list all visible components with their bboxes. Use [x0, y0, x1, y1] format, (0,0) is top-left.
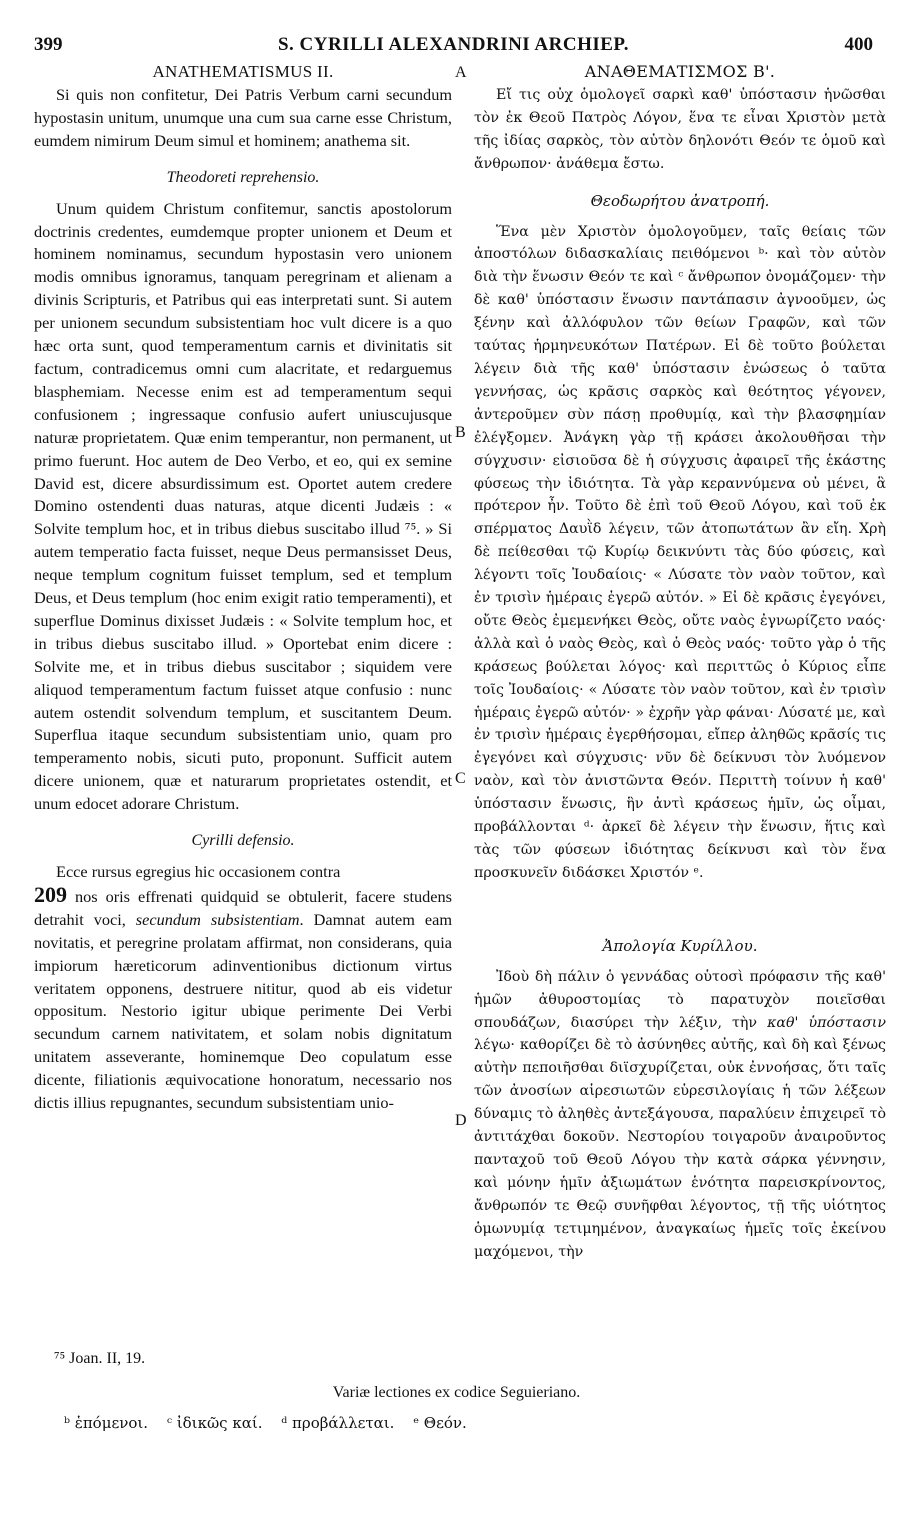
latin-body-2: [34, 861, 452, 1115]
latin-intro: Si quis non confitetur, Dei Patris Verbum carni secundum hypostasin unitum, unumque una cum sua carne esse Christum, eumdem nimirum Deum simul et hominem; anathema sit.: [34, 85, 452, 150]
latin-body-2-end: . Damnat autem eam novitatis, et peregrine prolatam affirmat, non considerans, quia impiorum hæreticorum adinventionibus dictionum virtus veritatem opponens, destruere nititur, quod ab eis videtur oppositum. Nestorio igitur ubique perimente Dei Verbi secundum carnem nativitatem, et solam nobis dignitatum unitatem asseverante, hominemque Deo copulatum esse dicente, filiationis æquivocatione honoratum, necessario nos dictis illius repugnantes, secundum subsistentiam unio-: [34, 909, 453, 1113]
margin-marker-a: A: [455, 64, 467, 81]
greek-body-1: Ἕνα μὲν Χριστὸν ὁμολογοῦμεν, ταῖς θείαις τῶν ἀποστόλων διδασκαλίαις πειθόμενοι ᵇ· καὶ τὸν αὐτὸν διὰ τὴν ἕνωσιν Θεόν τε καὶ ᶜ ἄνθρωπον ὀνομάζομεν· τὴν δὲ καθ' ὑπόστασιν ἕνωσιν παντάπασιν ἀγνοοῦμεν, ὡς ξένην καὶ ἀλλόφυλον τῶν θείων Γραφῶν, καὶ τῶν ταύτας ἡρμηνευκότων Πατέρων. Εἰ δὲ τοῦτο βούλεται λέγειν διὰ τῆς καθ' ὑπόστασιν ἐνώσεως ὁ ταῦτα γεννήσας, ὡς κρᾶσις σαρκὸς καὶ θεότητος γέγονεν, ἀντεροῦμεν σὺν πάσῃ προθυμίᾳ, καὶ τὴν βλασφημίαν ἐλέγξομεν. Ἀνάγκη γὰρ τῇ κράσει ἀκολουθῆσαι τὴν σύγχυσιν· εἰσιοῦσα δὲ ἡ σύγχυσις ἀφαιρεῖ τῆς ἑκάστης φύσεως τὴν ἰδιότητα. Τὰ γὰρ κεραννύμενα οὐ μένει, ἃ πρότερον ἦν. Τοῦτο δὲ ἐπὶ τοῦ Θεοῦ Λόγου, καὶ τοῦ ἐκ σπέρματος Δαυῒδ λέγειν, τῶν ἀτοπωτάτων ἂν εἴη. Χρὴ δὲ πείθεσθαι τῷ Κυρίῳ δεικνύντι τὰς δύο φύσεις, καὶ λέγοντι τοῖς Ἰουδαίοις· « Λύσατε τὸν ναὸν τοῦτον, καὶ ἐν τρισὶν ἡμέραις ἐγερῶ αὐτόν. » Εἰ δὲ κρᾶσις ἐγεγόνει, οὔτε Θεὸς ἐμεμενήκει Θεὸς, οὔτε ναὸς ἐγνωρίζετο ναός· ἀλλὰ καὶ ὁ ναὸς Θεὸς, καὶ ὁ Θεὸς ναός· τοῦτο γὰρ ὁ τῆς κράσεως βούλεται λόγος· καὶ περιττῶς ὁ Κύριος εἶπε τοῖς Ἰουδαίοις· « Λύσατε τὸν ναὸν τοῦτον, καὶ ἐν τρισὶν ἡμέραις ἐγερῶ αὐτόν· » ἐχρῆν γὰρ φάναι· Λύσατέ με, καὶ ἐν τρισὶν ἡμέραις ἐγερθήσομαι, εἴπερ ἀληθῶς κρᾶσίς τις ἐγεγόνει καὶ σύγχυσις· νῦν δὲ δείκνυσι τὸν λυόμενον ναὸν, καὶ τὸν ἀνιστῶντα Θεόν. Περιττὴ τοίνυν ἡ καθ' ὑπόστασιν ἕνωσις, ἣν ἀντὶ κράσεως ἡμῖν, ὡς οἶμαι, προβάλλονται ᵈ· ἀρκεῖ δὲ λέγειν τὴν ἕνωσιν, ἥτις καὶ τὰς τῶν φύσεων ἰδιότητας δείκνυσι καὶ τὸν ἕνα προσκυνεῖν διδάσκει Χριστόν ᵉ.: [474, 223, 886, 881]
column-number: 209: [34, 881, 67, 907]
greek-title: ΑΝΑΘΕΜΑΤΙΣΜΟΣ Β'.: [584, 62, 776, 81]
greek-italic-phrase: καθ' ὑπόστασιν: [767, 1014, 886, 1031]
latin-body-1: Unum quidem Christum confitemur, sanctis apostolorum doctrinis credentes, eumdemque propter unionem et Deum et hominem nominamus, secundum hypostasin vero unionem modis omnibus ignoramus, tanquam peregrinam et alienam a divinis Scripturis, et Patribus qui eas interpretati sunt. Si autem per unionem secundum subsistentiam hoc vult dicere is a quo hæc orta sunt, quod temperamentum carnis et divinitatis sit factum, contradicemus omni cum alacritate, et redarguemus blasphemiam. Necesse enim est ad temperamentum sequi confusionem ; ingressaque confusio aufert uniuscujusque naturæ proprietatem. Quæ enim temperantur, non permanent, ut primo fuerunt. Hoc autem de Deo Verbo, et eo, qui ex semine David est, dicere absurdissimum est. Oportet autem credere Domino ostendenti duas naturas, atque dicenti Judæis : « Solvite templum hoc, et in tribus diebus suscitabo illud ⁷⁵. » Si autem temperatio facta fuisset, neque Deus permansisset Deus, neque templum cognitum fuisset templum, sed et templum Deus, et Deus templum (hoc enim exigit ratio temperamenti), et superflue Dominus dixisset Judæis : « Solvite templum hoc, et in tribus diebus suscitabo illud. » Oportebat enim dicere : Solvite me, et in tribus diebus suscitabor ; siquidem vere aliquod temperamentum factum fuisset atque confusio : nunc autem ostendit solvendum templum, et suscitantem Deum. Superflua itaque secundum subsistentiam unio, quam pro temperamento nobis, sicuti puto, proponunt. Sufficit autem dicere unionem, quæ et naturarum proprietates ostendit, et unum edocet adorare Christum.: [34, 198, 452, 814]
variant-c: ᶜ ἰδικῶς καί.: [166, 1414, 263, 1432]
latin-title: ANATHEMATISMUS II.: [152, 62, 334, 81]
greek-column: [474, 60, 886, 1264]
greek-body-2: [474, 966, 886, 1264]
latin-body-2-rest: nos oris effrenati quidquid se obtulerit, facere studens detrahit voci,: [34, 886, 452, 929]
latin-section-heading-1: Theodoreti reprehensio.: [166, 168, 320, 186]
latin-section-heading-2: Cyrilli defensio.: [191, 832, 295, 850]
running-title: S. CYRILLI ALEXANDRINI ARCHIEP.: [277, 34, 630, 55]
greek-intro: Εἴ τις οὐχ ὁμολογεῖ σαρκὶ καθ' ὑπόστασιν ἡνῶσθαι τὸν ἐκ Θεοῦ Πατρὸς Λόγον, ἕνα τε εἶναι Χριστὸν μετὰ τῆς ἰδίας σαρκὸς, τὸν αὐτὸν δηλονότι Θεόν τε ὁμοῦ καὶ ἄνθρωπον· ἀνάθεμα ἔστω.: [474, 87, 886, 172]
variant-d: ᵈ προβάλλεται.: [281, 1414, 395, 1432]
greek-section-heading-2: Ἀπολογία Κυρίλλου.: [602, 936, 758, 955]
greek-section-heading-1: Θεοδωρήτου ἀνατροπή.: [590, 191, 770, 210]
column-gap: [474, 885, 886, 921]
page-number-left: 399: [34, 34, 63, 55]
page-number-right: 400: [844, 34, 873, 55]
margin-marker-b: B: [455, 424, 466, 441]
variants-heading: Variæ lectiones ex codice Seguieriano.: [332, 1384, 581, 1401]
variant-b: ᵇ ἑπόμενοι.: [64, 1414, 149, 1432]
greek-body-2-end: λέγω· καθορίζει δὲ τὸ ἀσύνηθες αὐτῆς, καὶ δὴ καὶ ξένως αὐτὴν πεποιῆσθαι διϊσχυρίζεται, οὐκ ἐννοήσας, ὅτι ταῖς τῶν ἀνοσίων αἱρεσιωτῶν εὑρεσιλογίαις ἡ τῶν λέξεων δύναμις τὸ ἀληθὲς ἀντεξάγουσα, παραλύειν ἐπιχειρεῖ τὸ ἀντιτάχθαι δοκοῦν. Νεστορίου τοιγαροῦν ἀναιροῦντος πανταχοῦ τοῦ Θεοῦ Λόγου τὴν κατὰ σάρκα γέννησιν, καὶ μόνην ἡμῖν ἀξιωμάτων ἑνότητα παρεισκρίνοντος, ἄνθρωπόν τε Θεῷ συνῆφθαι λέγοντος, τῇ τῆς υἱότητος ὁμωνυμίᾳ τετιμημένον, ἀναγκαίως ἡμεῖς τοῖς ἐκείνου μαχόμενοι, τὴν: [474, 1037, 886, 1260]
page-header: [34, 34, 873, 60]
footnote: ⁷⁵ Joan. II, 19.: [54, 1350, 146, 1367]
variants-list: [64, 1414, 481, 1432]
latin-body-2-start: Ecce rursus egregius hic occasionem contra: [56, 862, 341, 881]
latin-column: [34, 60, 452, 1115]
greek-body-2-start: Ἰδοὺ δὴ πάλιν ὁ γεννάδας οὑτοσὶ πρόφασιν τῆς καθ' ἡμῶν ἀθυροστομίας τὸ παρατυχὸν ποιεῖσθαι σπουδάζων, διασύρει τὴν λέξιν, τὴν: [474, 968, 886, 1031]
margin-marker-c: C: [455, 770, 466, 787]
latin-italic-phrase: secundum subsistentiam: [135, 909, 300, 929]
variant-e: ᵉ Θεόν.: [413, 1414, 467, 1432]
margin-marker-d: D: [455, 1112, 467, 1129]
